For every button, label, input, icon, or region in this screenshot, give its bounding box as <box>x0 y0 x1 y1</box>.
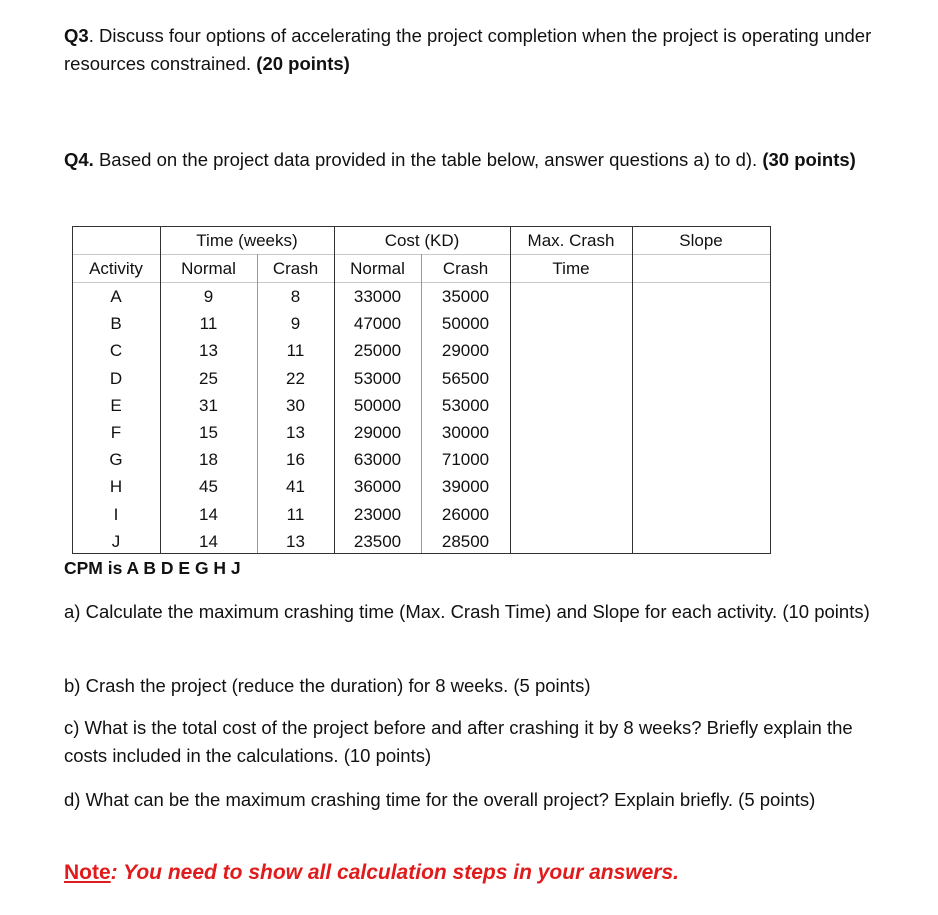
cell-activity: J <box>111 532 121 551</box>
header-cost-kd: Cost (KD) <box>384 231 460 250</box>
cell-cost-normal: 47000 <box>353 314 402 333</box>
header-cost-crash: Crash <box>442 259 489 278</box>
q4-points: (30 points) <box>762 149 856 170</box>
question-d: d) What can be the maximum crashing time for the overall project? Explain briefly. (5 points) <box>64 789 816 810</box>
cell-time-crash: 16 <box>286 450 305 469</box>
cell-time-crash: 11 <box>286 341 305 360</box>
header-time-weeks: Time (weeks) <box>196 231 298 250</box>
cell-cost-crash: 35000 <box>441 287 490 306</box>
cell-cost-normal: 33000 <box>353 287 402 306</box>
cell-time-crash: 13 <box>286 423 305 442</box>
cell-activity: I <box>113 505 119 524</box>
q4-text: Based on the project data provided in the table below, answer questions a) to d). <box>93 149 763 170</box>
cell-activity: B <box>110 314 122 333</box>
cell-activity: E <box>110 396 122 415</box>
cell-cost-normal: 53000 <box>353 369 402 388</box>
cell-time-normal: 31 <box>199 396 218 415</box>
cell-cost-normal: 25000 <box>353 341 402 360</box>
cell-cost-crash: 26000 <box>441 505 490 524</box>
cell-time-crash: 11 <box>286 505 305 524</box>
cell-time-crash: 9 <box>290 314 301 333</box>
cell-time-normal: 18 <box>199 450 218 469</box>
q3-points: (20 points) <box>256 53 350 74</box>
cell-time-normal: 11 <box>199 314 218 333</box>
cell-cost-normal: 63000 <box>353 450 402 469</box>
cell-time-crash: 30 <box>286 396 305 415</box>
cell-activity: D <box>109 369 123 388</box>
cell-activity: F <box>110 423 122 442</box>
q3-text: . Discuss four options of accelerating the project completion when the project is operating under resources constrained. <box>64 25 872 74</box>
cell-cost-crash: 30000 <box>441 423 490 442</box>
cell-time-normal: 13 <box>199 341 218 360</box>
cell-cost-crash: 28500 <box>441 532 490 551</box>
cell-cost-crash: 29000 <box>441 341 490 360</box>
cell-cost-crash: 53000 <box>441 396 490 415</box>
cell-cost-crash: 50000 <box>441 314 490 333</box>
cell-cost-crash: 56500 <box>441 369 490 388</box>
header-time-normal: Normal <box>181 259 236 278</box>
col-line-right <box>770 226 771 553</box>
cell-time-crash: 13 <box>286 532 305 551</box>
cell-time-normal: 15 <box>199 423 218 442</box>
question-a: a) Calculate the maximum crashing time (Max. Crash Time) and Slope for each activity. (10 points) <box>64 601 870 622</box>
cell-activity: C <box>109 341 123 360</box>
cell-time-normal: 14 <box>199 505 218 524</box>
cpm-statement: CPM is A B D E G H J <box>64 558 241 578</box>
q4-label: Q4. <box>64 149 94 170</box>
cell-time-crash: 41 <box>286 477 305 496</box>
cell-cost-normal: 23000 <box>353 505 402 524</box>
cell-activity: G <box>109 450 123 469</box>
cell-time-normal: 14 <box>199 532 218 551</box>
cell-cost-crash: 71000 <box>441 450 490 469</box>
cell-time-crash: 22 <box>286 369 305 388</box>
header-max-crash-line1: Max. Crash <box>527 231 615 250</box>
header-cost-normal: Normal <box>350 259 405 278</box>
col-line-maxcrash-end <box>632 226 633 553</box>
header-slope: Slope <box>679 231 723 250</box>
q3-label: Q3 <box>64 25 89 46</box>
note <box>64 858 679 888</box>
header-max-crash-line2: Time <box>552 259 590 278</box>
question-b: b) Crash the project (reduce the duration) for 8 weeks. (5 points) <box>64 675 591 696</box>
cell-cost-crash: 39000 <box>441 477 490 496</box>
cell-cost-normal: 50000 <box>353 396 402 415</box>
header-activity: Activity <box>89 259 143 278</box>
cell-cost-normal: 23500 <box>353 532 402 551</box>
cell-cost-normal: 29000 <box>353 423 402 442</box>
header-time-crash: Crash <box>272 259 319 278</box>
note-text: : You need to show all calculation steps in your answers. <box>110 861 679 884</box>
cell-cost-normal: 36000 <box>353 477 402 496</box>
cell-time-crash: 8 <box>290 287 301 306</box>
cell-activity: A <box>110 287 122 306</box>
cell-time-normal: 25 <box>199 369 218 388</box>
cell-time-normal: 45 <box>199 477 218 496</box>
cell-activity: H <box>109 477 123 496</box>
cell-time-normal: 9 <box>203 287 214 306</box>
question-c: c) What is the total cost of the project before and after crashing it by 8 weeks? Briefly explain the costs included in the calculations. (10 points) <box>64 717 853 766</box>
note-label: Note <box>64 861 111 884</box>
